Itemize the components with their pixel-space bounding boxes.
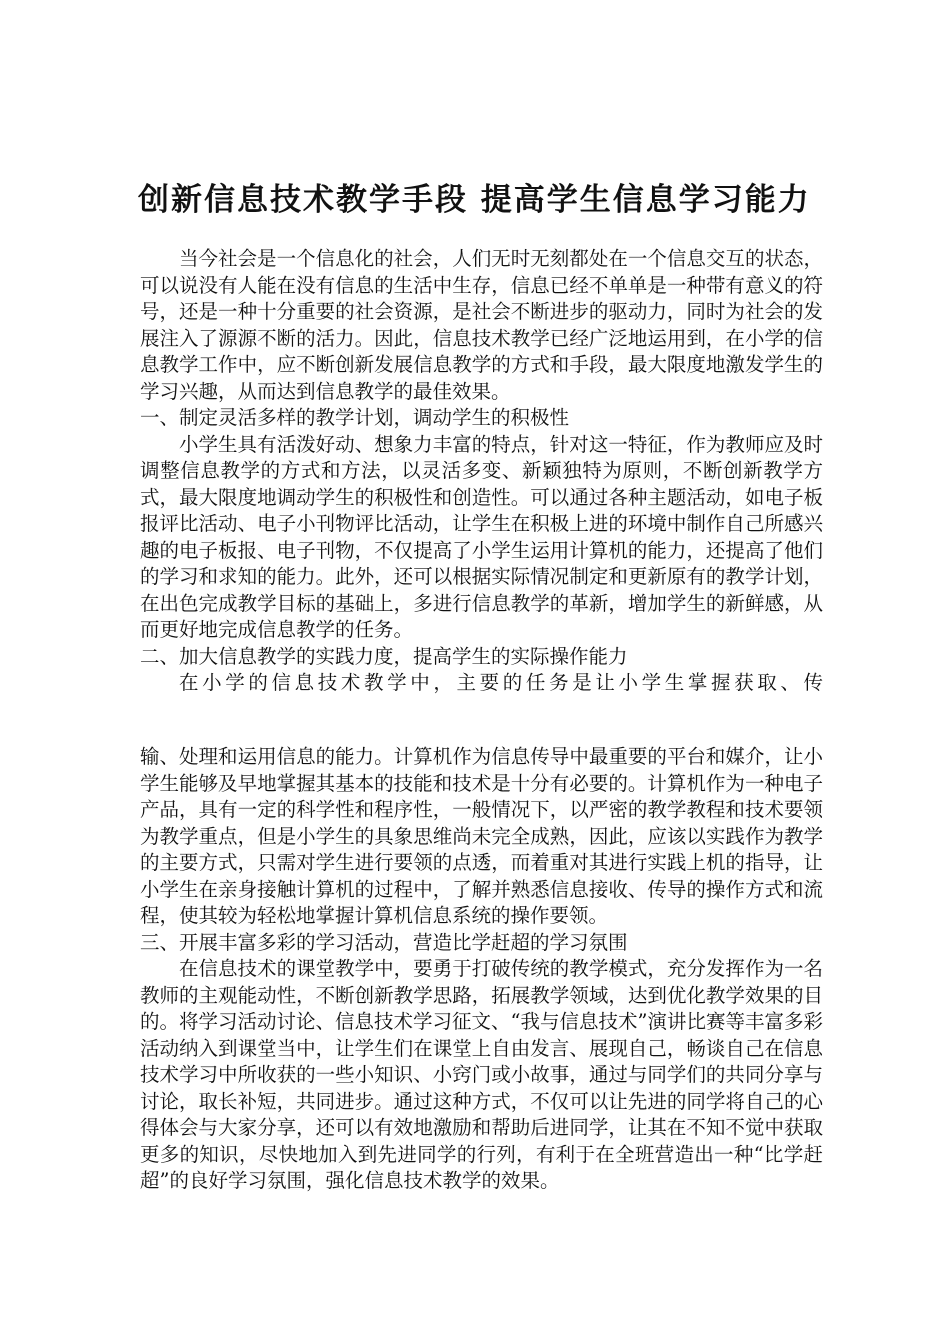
- page-title: 创新信息技术教学手段 提高学生信息学习能力: [138, 182, 811, 218]
- section-1-paragraph: 小学生具有活泼好动、想象力丰富的特点，针对这一特征，作为教师应及时调整信息教学的方式和方法，以灵活多变、新颖独特为原则，不断创新教学方式，最大限度地调动学生的积极性和创造性。可以通过各种主题活动，如电子板报评比活动、电子小刊物评比活动，让学生在积极上进的环境中制作自己所感兴趣的电子板报、电子刊物，不仅提高了小学生运用计算机的能力，还提高了他们的学习和求知的能力。此外，还可以根据实际情况制定和更新原有的教学计划，在出色完成教学目标的基础上，多进行信息教学的革新，增加学生的新鲜感，从而更好地完成信息教学的任务。: [140, 432, 823, 641]
- section-3-paragraph: 在信息技术的课堂教学中，要勇于打破传统的教学模式，充分发挥作为一名教师的主观能动性，不断创新教学思路，拓展教学领域，达到优化教学效果的目的。将学习活动讨论、信息技术学习征文、“我与信息技术”演讲比赛等丰富多彩活动纳入到课堂当中，让学生们在课堂上自由发言、展现自己，畅谈自己在信息技术学习中所收获的一些小知识、小窍门或小故事，通过与同学们的共同分享与讨论，取长补短，共同进步。通过这种方式，不仅可以让先进的同学将自己的心得体会与大家分享，还可以有效地激励和帮助后进同学，让其在不知不觉中获取更多的知识，尽快地加入到先进同学的行列，有利于在全班营造出一种“比学赶超”的良好学习氛围，强化信息技术教学的效果。: [140, 957, 823, 1192]
- section-3-heading: 三、开展丰富多彩的学习活动，营造比学赶超的学习氛围: [140, 930, 628, 954]
- document-body-bottom: [140, 744, 823, 1195]
- section-2-paragraph-start: 在小学的信息技术教学中，主要的任务是让小学生掌握获取、传: [179, 671, 823, 694]
- intro-paragraph: 当今社会是一个信息化的社会，人们无时无刻都处在一个信息交互的状态，可以说没有人能在没有信息的生活中生存，信息已经不单单是一种带有意义的符号，还是一种十分重要的社会资源，是社会不断进步的驱动力，同时为社会的发展注入了源源不断的活力。因此，信息技术教学已经广泛地运用到，在小学的信息教学工作中，应不断创新发展信息教学的方式和手段，最大限度地激发学生的学习兴趣，从而达到信息教学的最佳效果。: [140, 247, 823, 403]
- document-body-top: [140, 246, 823, 697]
- section-2-heading: 二、加大信息教学的实践力度，提高学生的实际操作能力: [140, 644, 628, 668]
- section-1-heading: 一、制定灵活多样的教学计划，调动学生的积极性: [140, 406, 570, 429]
- section-2-paragraph-continued: 输、处理和运用信息的能力。计算机作为信息传导中最重要的平台和媒介，让小学生能够及早地掌握其基本的技能和技术是十分有必要的。计算机作为一种电子产品，具有一定的科学性和程序性，一般情况下，以严密的教学教程和技术要领为教学重点，但是小学生的具象思维尚未完全成熟，因此，应该以实践作为教学的主要方式，只需对学生进行要领的点透，而着重对其进行实践上机的指导，让小学生在亲身接触计算机的过程中，了解并熟悉信息接收、传导的操作方式和流程，使其较为轻松地掌握计算机信息系统的操作要领。: [140, 745, 823, 927]
